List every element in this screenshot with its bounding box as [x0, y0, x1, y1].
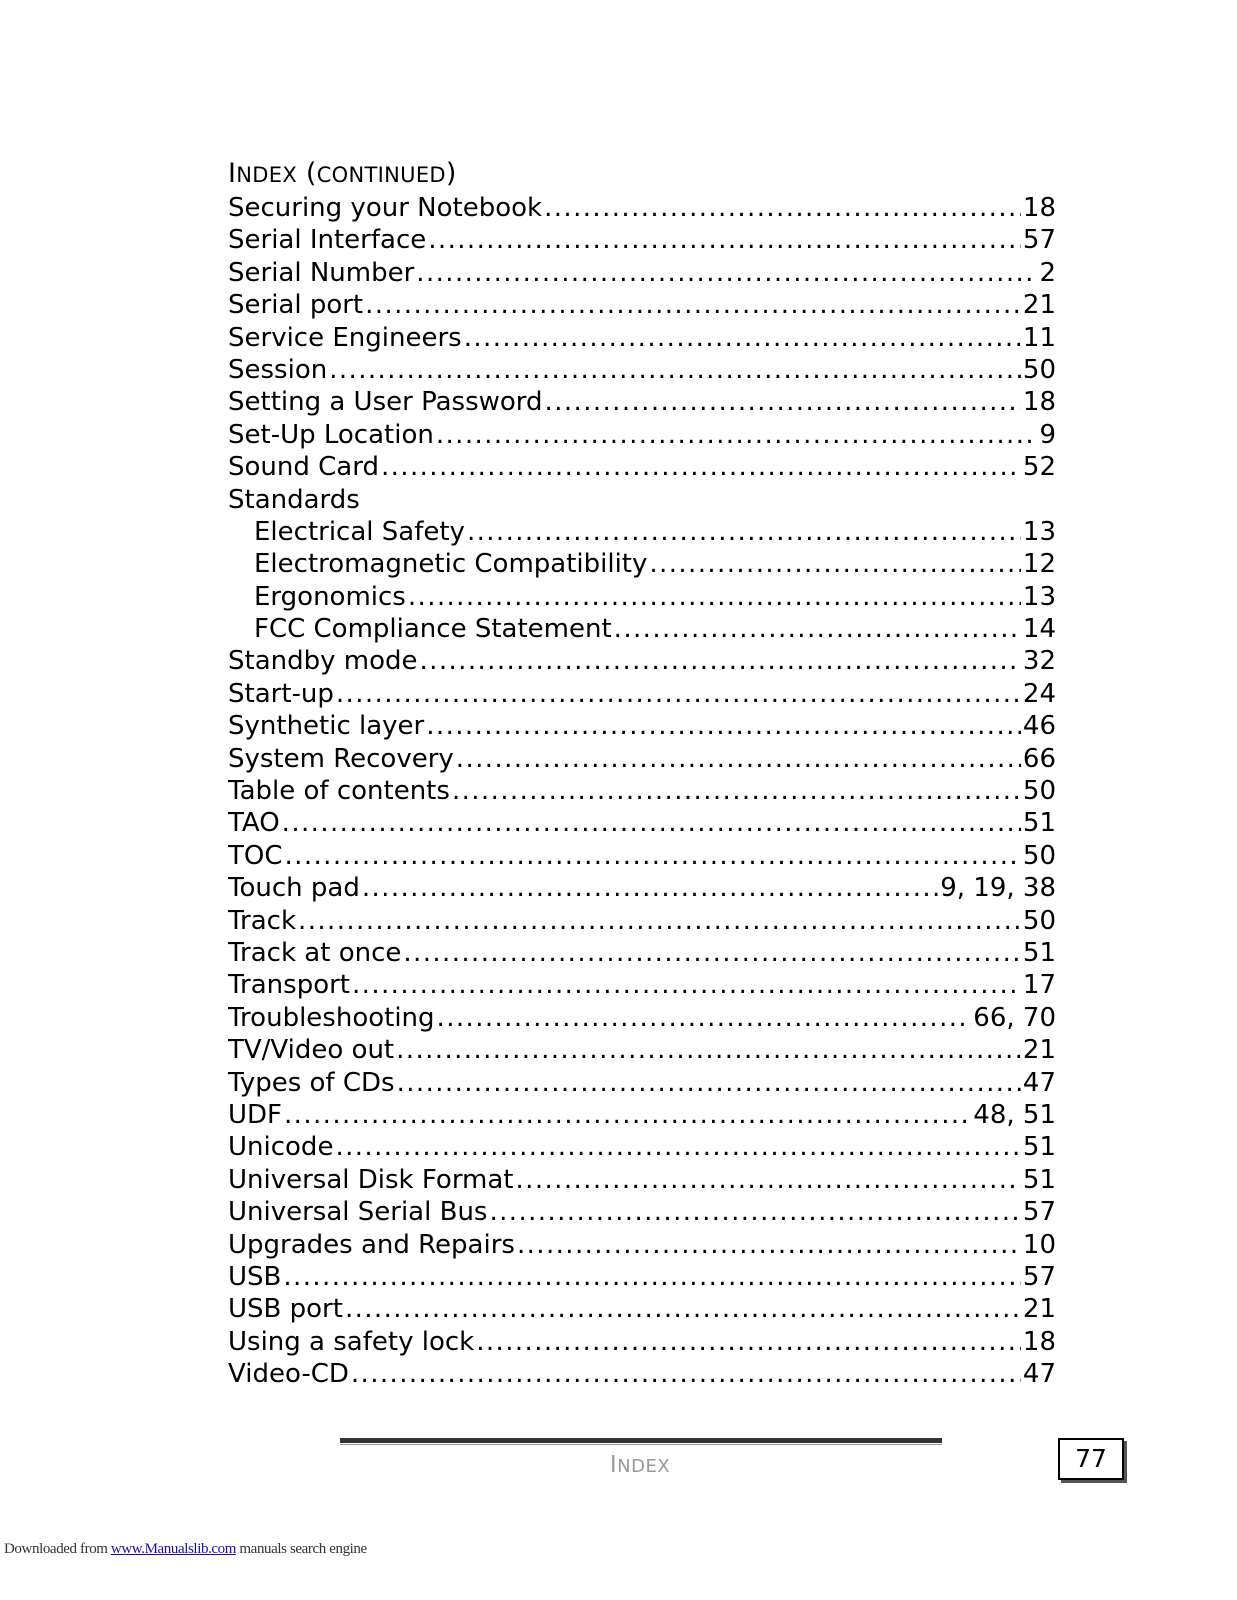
- index-term: Universal Serial Bus: [228, 1197, 488, 1228]
- index-entry: [228, 1067, 1056, 1099]
- index-term: TOC: [228, 840, 283, 871]
- index-term: TV/Video out: [228, 1035, 395, 1066]
- page-title: [228, 156, 457, 193]
- index-page-ref: 18: [1022, 193, 1056, 223]
- index-entry: [228, 451, 1056, 483]
- dot-leader: [335, 1131, 1020, 1163]
- index-page-ref: 52: [1022, 452, 1056, 483]
- download-credit: [4, 1541, 367, 1558]
- dot-leader: [420, 645, 1021, 677]
- dot-leader: [544, 192, 1021, 224]
- dot-leader: [456, 743, 1021, 775]
- index-term: Track at once: [228, 937, 402, 968]
- index-page-ref: 51: [1022, 1164, 1056, 1195]
- footer-rule: [340, 1438, 942, 1443]
- index-page-ref: 21: [1022, 1294, 1056, 1325]
- index-term: Standby mode: [228, 646, 418, 677]
- index-term: Sound Card: [228, 452, 379, 483]
- index-subentry: [228, 548, 1056, 580]
- index-page-ref: 2: [1039, 257, 1056, 288]
- index-entry: [228, 645, 1056, 677]
- dot-leader: [284, 1099, 971, 1131]
- title-paren-close: ): [445, 158, 457, 189]
- index-term: Serial Interface: [228, 225, 427, 256]
- index-page-ref: 51: [1022, 808, 1056, 839]
- dot-leader: [283, 1261, 1021, 1293]
- index-entry: [228, 905, 1056, 937]
- dot-leader: [362, 872, 938, 904]
- index-page-ref: 12: [1022, 549, 1056, 580]
- index-entry: [228, 1196, 1056, 1228]
- index-entry: [228, 1002, 1056, 1034]
- index-term: Touch pad: [228, 873, 360, 904]
- footer-section-label: [540, 1452, 740, 1478]
- index-page-ref: 51: [1022, 937, 1056, 968]
- index-term: USB port: [228, 1294, 343, 1325]
- index-term: Electrical Safety: [254, 516, 465, 547]
- index-page-ref: 13: [1022, 581, 1056, 612]
- download-suffix: manuals search engine: [236, 1541, 367, 1557]
- index-entry: [228, 1131, 1056, 1163]
- index-entry: [228, 1229, 1056, 1261]
- index-term: Troubleshooting: [228, 1002, 435, 1033]
- index-term: Upgrades and Repairs: [228, 1229, 515, 1260]
- dot-leader: [489, 1196, 1020, 1228]
- index-page-ref: 66: [1022, 743, 1056, 774]
- index-page-ref: 46: [1022, 711, 1056, 742]
- title-rest: NDEX: [236, 163, 297, 187]
- index-page-ref: 57: [1022, 1197, 1056, 1228]
- index-entry: [228, 1293, 1056, 1325]
- index-term: Universal Disk Format: [228, 1164, 514, 1195]
- dot-leader: [517, 1229, 1021, 1261]
- index-entry: [228, 1261, 1056, 1293]
- index-page-ref: 50: [1022, 354, 1056, 385]
- index-entry: [228, 807, 1056, 839]
- index-entry: [228, 419, 1056, 451]
- dot-leader: [365, 289, 1021, 321]
- index-entry: [228, 192, 1056, 224]
- index-page-ref: 66, 70: [973, 1002, 1056, 1033]
- index-entry: [228, 743, 1056, 775]
- index-entry: [228, 289, 1056, 321]
- index-page-ref: 57: [1022, 1261, 1056, 1292]
- index-entry: [228, 224, 1056, 256]
- index-entry: [228, 1326, 1056, 1358]
- dot-leader: [351, 1358, 1021, 1390]
- index-entry: [228, 937, 1056, 969]
- index-entry: [228, 775, 1056, 807]
- dot-leader: [408, 581, 1021, 613]
- index-term: Electromagnetic Compatibility: [254, 549, 648, 580]
- dot-leader: [452, 775, 1021, 807]
- index-page-ref: 50: [1022, 905, 1056, 936]
- index-term: Session: [228, 354, 328, 385]
- download-prefix: Downloaded from: [4, 1541, 111, 1557]
- index-term: Types of CDs: [228, 1067, 395, 1098]
- index-page-ref: 57: [1022, 225, 1056, 256]
- dot-leader: [403, 937, 1021, 969]
- dot-leader: [476, 1326, 1021, 1358]
- index-page-ref: 50: [1022, 840, 1056, 871]
- dot-leader: [464, 322, 1021, 354]
- index-page-ref: 9: [1039, 419, 1056, 450]
- index-term: Using a safety lock: [228, 1326, 475, 1357]
- index-entry: [228, 710, 1056, 742]
- index-list: [228, 192, 1056, 1390]
- title-paren-open: (: [297, 158, 317, 189]
- dot-leader: [516, 1164, 1021, 1196]
- dot-leader: [285, 840, 1021, 872]
- page-number: 77: [1058, 1438, 1124, 1480]
- dot-leader: [649, 548, 1021, 580]
- index-entry: [228, 1034, 1056, 1066]
- index-entry: [228, 840, 1056, 872]
- dot-leader: [614, 613, 1021, 645]
- index-page-ref: 13: [1022, 516, 1056, 547]
- index-term: TAO: [228, 808, 280, 839]
- index-term: Transport: [228, 970, 351, 1001]
- index-entry: [228, 872, 1056, 904]
- index-term: UDF: [228, 1099, 283, 1130]
- index-term: USB: [228, 1261, 282, 1292]
- index-entry: [228, 678, 1056, 710]
- dot-leader: [345, 1293, 1021, 1325]
- index-term: System Recovery: [228, 743, 454, 774]
- dot-leader: [396, 1034, 1021, 1066]
- dot-leader: [428, 224, 1021, 256]
- dot-leader: [426, 710, 1021, 742]
- index-term: Standards: [228, 484, 360, 515]
- index-term: Start-up: [228, 678, 334, 709]
- dot-leader: [329, 354, 1021, 386]
- index-entry: [228, 1099, 1056, 1131]
- dot-leader: [416, 257, 1037, 289]
- index-entry: [228, 354, 1056, 386]
- index-page-ref: 21: [1022, 1035, 1056, 1066]
- dot-leader: [282, 807, 1021, 839]
- dot-leader: [298, 905, 1021, 937]
- index-term: Set-Up Location: [228, 419, 434, 450]
- index-entry: [228, 322, 1056, 354]
- index-term: Service Engineers: [228, 322, 462, 353]
- title-continued: CONTINUED: [316, 163, 446, 187]
- dot-leader: [436, 419, 1038, 451]
- index-entry: [228, 257, 1056, 289]
- index-page-ref: 17: [1022, 970, 1056, 1001]
- index-page-ref: 18: [1022, 1326, 1056, 1357]
- index-page-ref: 9, 19, 38: [940, 873, 1056, 904]
- title-initial: I: [228, 158, 237, 189]
- index-page-ref: 47: [1022, 1359, 1056, 1390]
- dot-leader: [352, 969, 1021, 1001]
- index-term: Serial Number: [228, 257, 415, 288]
- index-page-ref: 14: [1022, 614, 1056, 645]
- dot-leader: [545, 386, 1021, 418]
- index-term: FCC Compliance Statement: [254, 614, 612, 645]
- index-term: Track: [228, 905, 297, 936]
- index-page-ref: 21: [1022, 290, 1056, 321]
- index-group-heading: [228, 484, 1056, 516]
- dot-leader: [467, 516, 1021, 548]
- index-subentry: [228, 581, 1056, 613]
- index-page-ref: 11: [1022, 322, 1056, 353]
- index-subentry: [228, 613, 1056, 645]
- index-entry: [228, 1164, 1056, 1196]
- index-page-ref: 24: [1022, 678, 1056, 709]
- index-entry: [228, 1358, 1056, 1390]
- index-term: Ergonomics: [254, 581, 406, 612]
- index-entry: [228, 969, 1056, 1001]
- dot-leader: [381, 451, 1021, 483]
- index-term: Setting a User Password: [228, 387, 543, 418]
- footer-rest: NDEX: [617, 1456, 671, 1477]
- index-page-ref: 18: [1022, 387, 1056, 418]
- footer-rule-shadow: [340, 1444, 942, 1445]
- dot-leader: [397, 1067, 1021, 1099]
- index-term: Unicode: [228, 1132, 334, 1163]
- index-term: Serial port: [228, 290, 364, 321]
- footer-initial: I: [609, 1452, 618, 1478]
- index-page-ref: 32: [1022, 646, 1056, 677]
- index-term: Table of contents: [228, 776, 450, 807]
- index-page-ref: 10: [1022, 1229, 1056, 1260]
- index-page-ref: 48, 51: [973, 1099, 1056, 1130]
- index-term: Securing your Notebook: [228, 193, 543, 223]
- index-page-ref: 50: [1022, 776, 1056, 807]
- index-term: Video-CD: [228, 1359, 349, 1390]
- dot-leader: [336, 678, 1021, 710]
- manualslib-link[interactable]: www.Manualslib.com: [110, 1541, 237, 1557]
- index-page-ref: 51: [1022, 1132, 1056, 1163]
- dot-leader: [437, 1002, 972, 1034]
- index-page-ref: 47: [1022, 1067, 1056, 1098]
- index-subentry: [228, 516, 1056, 548]
- index-entry: [228, 386, 1056, 418]
- index-term: Synthetic layer: [228, 711, 425, 742]
